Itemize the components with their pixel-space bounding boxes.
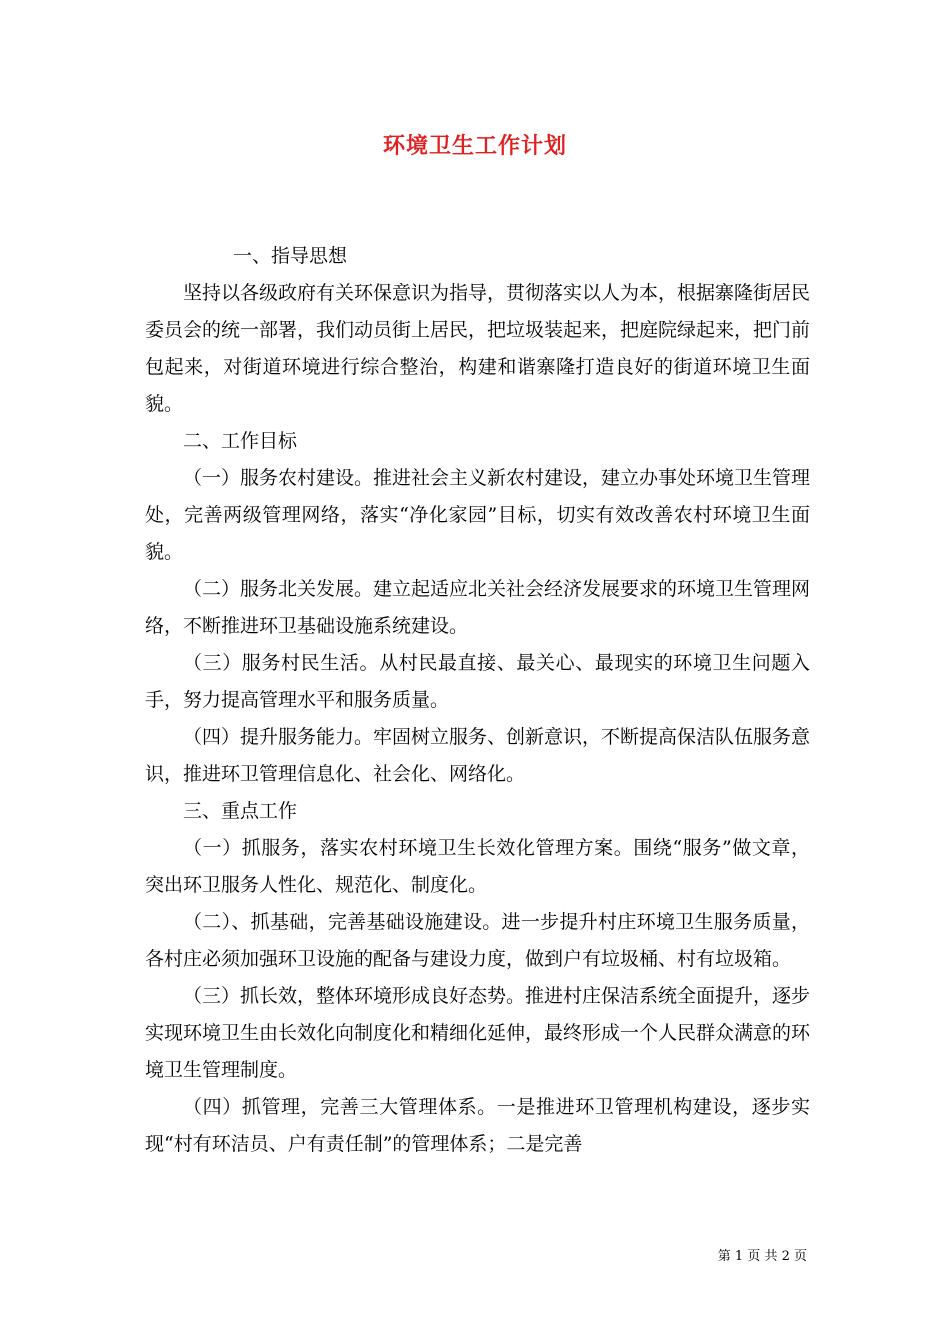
paragraph-goal-1: （一）服务农村建设。推进社会主义新农村建设，建立办事处环境卫生管理处，完善两级管理网络，落实“净化家园”目标，切实有效改善农村环境卫生面貌。 bbox=[145, 467, 811, 563]
page-number: 第 1 页 共 2 页 bbox=[717, 1249, 807, 1264]
document-body bbox=[145, 238, 810, 1163]
section-heading-guiding-ideology: 一、指导思想 bbox=[233, 245, 348, 267]
paragraph-work-3: （三）抓长效，整体环境形成良好态势。推进村庄保洁系统全面提升，逐步实现环境卫生由长效化向制度化和精细化延伸，最终形成一个人民群众满意的环境卫生管理制度。 bbox=[145, 985, 811, 1081]
paragraph-goal-3: （三）服务村民生活。从村民最直接、最关心、最现实的环境卫生问题入手，努力提高管理水平和服务质量。 bbox=[145, 652, 810, 711]
paragraph-work-1: （一）抓服务，落实农村环境卫生长效化管理方案。围绕“服务”做文章，突出环卫服务人性化、规范化、制度化。 bbox=[145, 837, 810, 896]
section-heading-key-work: 三、重点工作 bbox=[183, 800, 298, 822]
page-title: 环境卫生工作计划 bbox=[382, 133, 567, 159]
paragraph-work-2: （二）、抓基础，完善基础设施建设。进一步提升村庄环境卫生服务质量，各村庄必须加强环卫设施的配备与建设力度，做到户有垃圾桶、村有垃圾箱。 bbox=[145, 911, 810, 970]
paragraph-work-4: （四）抓管理，完善三大管理体系。一是推进环卫管理机构建设，逐步实现“村有环洁员、户有责任制”的管理体系；二是完善 bbox=[145, 1096, 810, 1155]
paragraph-goal-2: （二）服务北关发展。建立起适应北关社会经济发展要求的环境卫生管理网络，不断推进环卫基础设施系统建设。 bbox=[145, 578, 811, 637]
paragraph-guiding-ideology: 坚持以各级政府有关环保意识为指导，贯彻落实以人为本，根据寨隆街居民委员会的统一部署，我们动员街上居民，把垃圾装起来，把庭院绿起来，把门前包起来，对街道环境进行综合整治，构建和谐寨隆打造良好的街道环境卫生面貌。 bbox=[145, 282, 811, 415]
section-heading-work-goals: 二、工作目标 bbox=[183, 430, 298, 452]
paragraph-goal-4: （四）提升服务能力。牢固树立服务、创新意识，不断提高保洁队伍服务意识，推进环卫管理信息化、社会化、网络化。 bbox=[145, 726, 811, 785]
